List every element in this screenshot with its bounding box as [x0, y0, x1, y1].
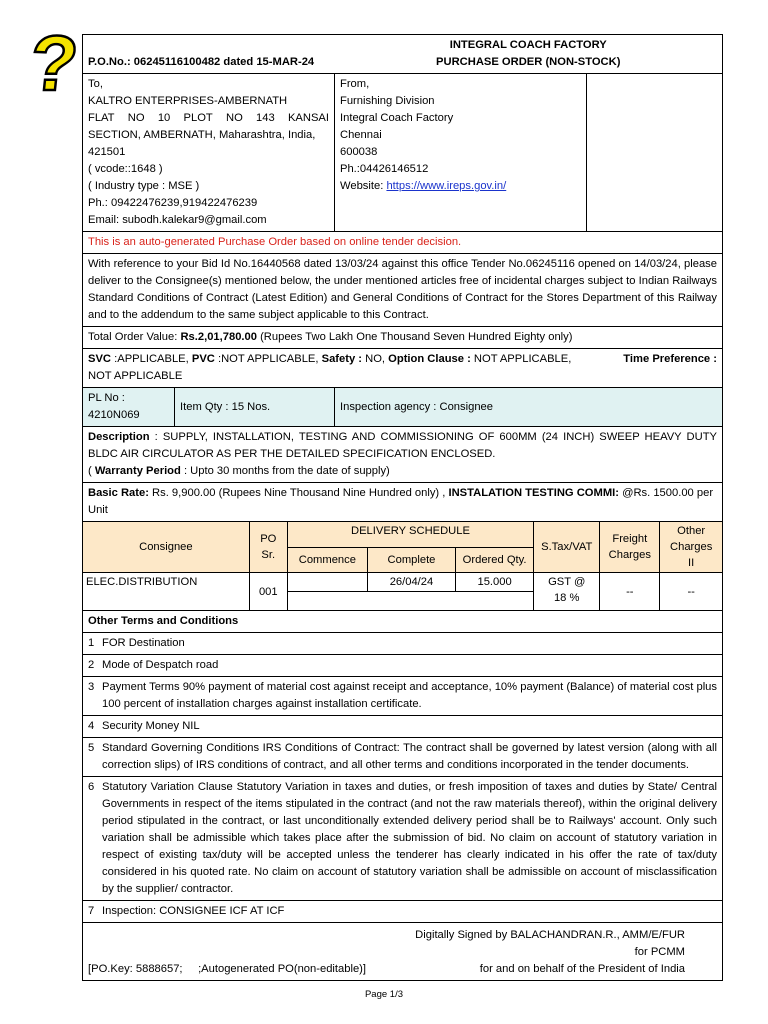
website-link[interactable]: https://www.ireps.gov.in/ — [386, 180, 507, 192]
to-line: KALTRO ENTERPRISES-AMBERNATH — [88, 95, 288, 107]
page-number: Page 1/3 — [364, 989, 404, 1000]
question-mark-icon — [25, 19, 83, 107]
po-type: PURCHASE ORDER (NON-STOCK) — [436, 56, 621, 68]
term-item: 4 Security Money NIL — [83, 716, 723, 738]
on-behalf: for and on behalf of the President of India — [479, 963, 685, 975]
to-line: Ph.: 09422476239,919422476239 — [88, 197, 258, 209]
to-line: ( vcode::1648 ) — [88, 163, 163, 175]
po-number: P.O.No.: 06245116100482 dated 15-MAR-24 — [88, 56, 315, 68]
other-charges-header: Other Charges II — [660, 522, 722, 573]
contract-clauses: SVC :APPLICABLE, PVC :NOT APPLICABLE, Safety : NO, Option Clause : NOT APPLICABLE, Time Preference : NOT APPLICABLE — [83, 349, 723, 388]
term-item: 6 Statutory Variation Clause Statutory Variation in taxes and duties, or fresh imposition of taxes and duties by State/ Central Governments in respect of the items stipulated in the contract (and not the raw materials thereof), within the original delivery period stipulated in the contract, or last unconditionally extended delivery period shall be to Railways' account. Only such variation shall be admissible which takes place after the submission of bid. No claim on account of statutory variation in respect of existing tax/duty will be accepted unless the tenderer has clearly indicated in his offer the rate of tax/duty considered in his quoted rate. No claim on account of statutory variation shall be admissible on account of misclassification by the supplier/ contractor. — [83, 777, 723, 901]
stax-value: GST @ 18 % — [534, 573, 600, 611]
total-order-value: Total Order Value: Rs.2,01,780.00 (Rupees Two Lakh One Thousand Seven Hundred Eighty only) — [83, 327, 723, 349]
from-label: From, — [340, 78, 370, 90]
auto-generated-note: This is an auto-generated Purchase Order based on online tender decision. — [83, 232, 723, 254]
term-item: 3 Payment Terms 90% payment of material cost against receipt and acceptance, 10% payment (Balance) of material cost plus 100 percent of installation charges against installation certificate. — [83, 677, 723, 716]
factory-name: INTEGRAL COACH FACTORY — [449, 39, 607, 51]
delivery-schedule-header: DELIVERY SCHEDULE — [287, 522, 533, 548]
consignee-value: ELEC.DISTRIBUTION — [83, 573, 249, 611]
delivery-schedule — [83, 522, 723, 611]
commence-header: Commence — [287, 548, 367, 573]
from-line: Ph.:04426146512 — [340, 163, 429, 175]
svg-text:?: ? — [25, 19, 83, 107]
stax-header: S.Tax/VAT — [534, 522, 600, 573]
from-address — [335, 74, 587, 232]
terms-title: Other Terms and Conditions — [83, 611, 723, 633]
po-key: [PO.Key: 5888657; ;Autogenerated PO(non-editable)] — [88, 963, 366, 975]
to-line: SECTION, AMBERNATH, Maharashtra, India, — [88, 129, 316, 141]
basic-rate: Basic Rate: Rs. 9,900.00 (Rupees Nine Thousand Nine Hundred only) , INSTALATION TESTING COMMI: @Rs. 1500.00 per Unit — [83, 483, 723, 522]
po-sr-header: PO Sr. — [249, 522, 287, 573]
term-item: 5 Standard Governing Conditions IRS Conditions of Contract: The contract shall be governed by latest version (along with all correction slips) of IRS conditions of contract, and all other terms and conditions incorporated in the tender documents. — [83, 738, 723, 777]
commence-value — [287, 573, 367, 592]
to-line: 421501 — [88, 146, 126, 158]
from-line: Integral Coach Factory — [340, 112, 454, 124]
to-label: To, — [88, 78, 103, 90]
to-line: ( Industry type : MSE ) — [88, 180, 200, 192]
pl-row — [83, 388, 723, 427]
delivery-row — [83, 573, 722, 592]
blank-cell — [587, 74, 723, 232]
from-line: Chennai — [340, 129, 382, 141]
to-line: FLAT NO 10 PLOT NO 143 KANSAI — [88, 112, 329, 124]
freight-value: -- — [600, 573, 660, 611]
address-row — [83, 74, 723, 232]
ordered-qty-value: 15.000 — [456, 573, 534, 592]
pl-number: PL No : 4210N069 — [83, 388, 175, 427]
complete-value: 26/04/24 — [367, 573, 455, 592]
item-qty: Item Qty : 15 Nos. — [175, 388, 335, 427]
po-sr-value: 001 — [249, 573, 287, 611]
from-line: 600038 — [340, 146, 378, 158]
complete-header: Complete — [367, 548, 455, 573]
header-row — [83, 35, 723, 74]
to-email: Email: subodh.kalekar9@gmail.com — [88, 214, 267, 226]
consignee-header: Consignee — [83, 522, 249, 573]
term-item: 2 Mode of Despatch road — [83, 655, 723, 677]
term-item: 7 Inspection: CONSIGNEE ICF AT ICF — [83, 901, 723, 923]
reference-paragraph: With reference to your Bid Id No.16440568 dated 13/03/24 against this office Tender No.06245116 opened on 14/03/24, please deliver to the Consignee(s) mentioned below, the under mentioned articles free of incidental charges subject to Indian Railways Standard Conditions of Contract (Latest Edition) and General Conditions of Contract for the Stores Department of this Railway and to the addendum to the same subject applicable to this Contract. — [83, 254, 723, 327]
from-line: Furnishing Division — [340, 95, 435, 107]
freight-header: Freight Charges — [600, 522, 660, 573]
other-charges-value: -- — [660, 573, 722, 611]
signature-block — [83, 923, 723, 981]
description: Description : SUPPLY, INSTALLATION, TESTING AND COMMISSIONING OF 600MM (24 INCH) SWEEP HEAVY DUTY BLDC AIR CIRCULATOR AS PER THE DETAILED SPECIFICATION ENCLOSED. ( Warranty Period : Upto 30 months from the date of supply) — [83, 427, 723, 483]
digital-signature: Digitally Signed by BALACHANDRAN.R., AMM/E/FUR — [415, 929, 685, 941]
to-address — [83, 74, 335, 232]
term-item: 1 FOR Destination — [83, 633, 723, 655]
from-website: Website: https://www.ireps.gov.in/ — [340, 180, 507, 192]
for-pcmm: for PCMM — [634, 946, 685, 958]
inspection-agency: Inspection agency : Consignee — [335, 388, 723, 427]
purchase-order-table — [82, 34, 723, 981]
ordered-qty-header: Ordered Qty. — [456, 548, 534, 573]
